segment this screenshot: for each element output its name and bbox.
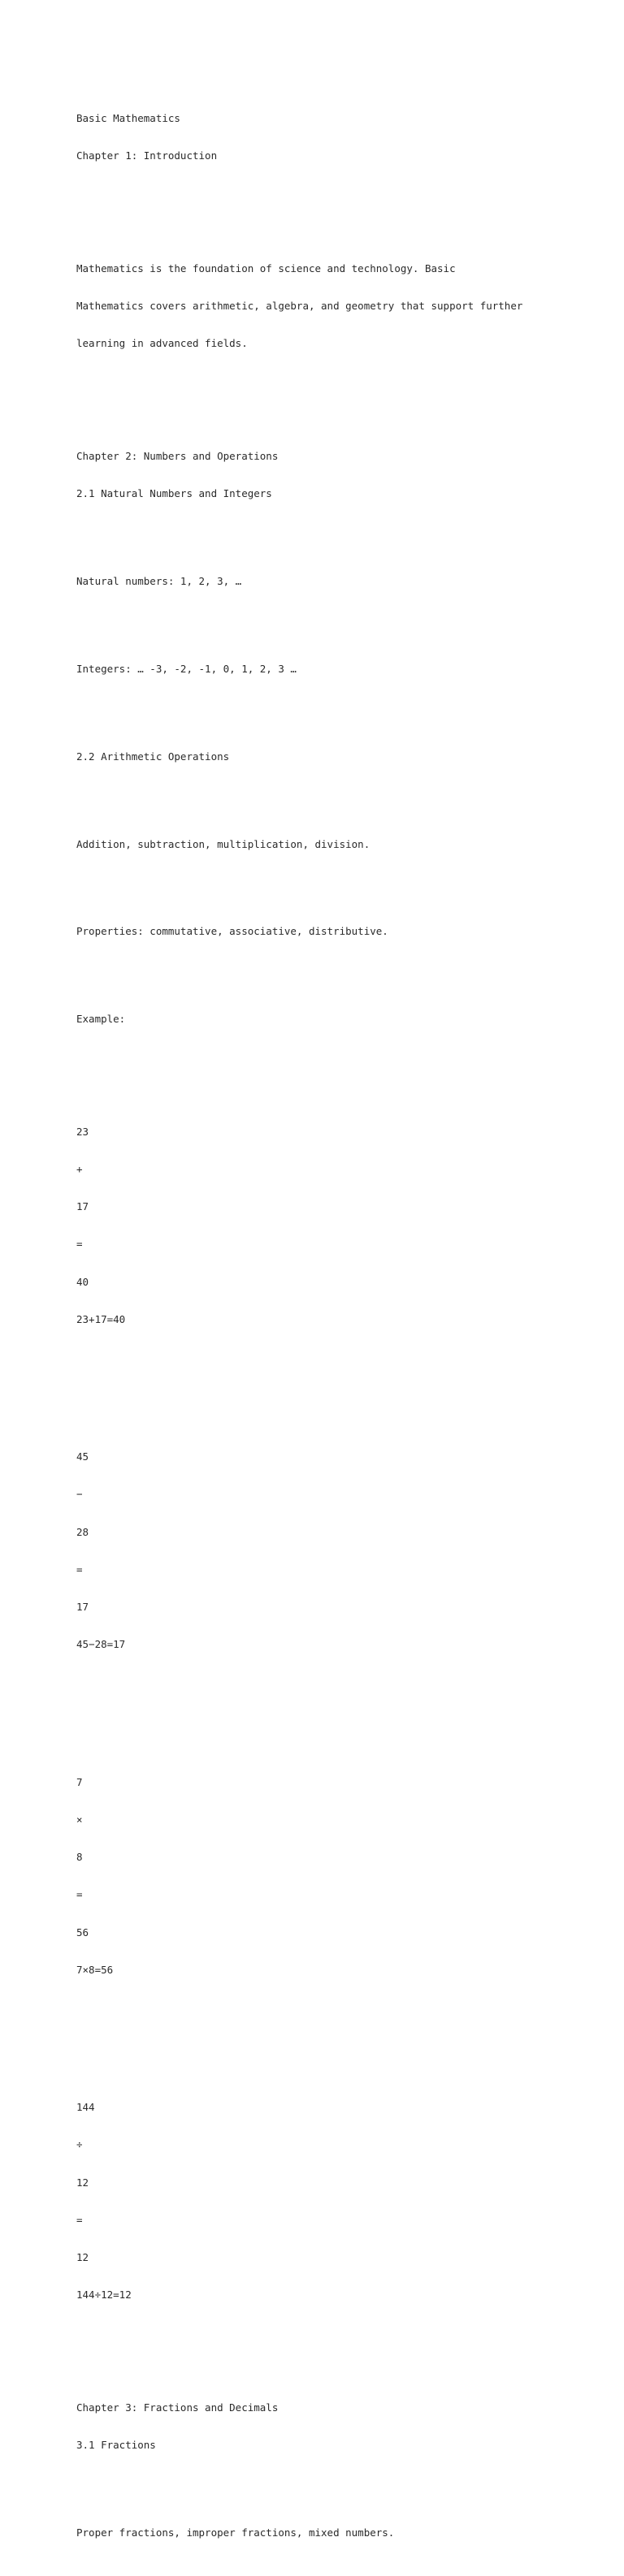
paragraph-line: Mathematics is the foundation of science and technology. Basic <box>76 262 456 275</box>
spacer <box>76 700 580 712</box>
section-2-1-heading: 2.1 Natural Numbers and Integers <box>76 487 272 500</box>
spacer <box>76 612 580 625</box>
operator: + <box>76 1162 83 1175</box>
operator: − <box>76 1488 83 1501</box>
paragraph-line: Mathematics covers arithmetic, algebra, and geometry that support further <box>76 300 523 313</box>
spacer <box>76 525 580 537</box>
document-body <box>76 75 580 2576</box>
natural-numbers-text: Natural numbers: 1, 2, 3, … <box>76 575 242 588</box>
inline-equation: 7×8=56 <box>76 1963 114 1976</box>
example-label: Example: <box>76 1013 126 1026</box>
operand-b: 17 <box>76 1200 89 1213</box>
section-2-2-heading: 2.2 Arithmetic Operations <box>76 750 230 763</box>
spacer <box>76 2026 580 2038</box>
paragraph-line: learning in advanced fields. <box>76 337 248 350</box>
operand-a: 23 <box>76 1125 89 1138</box>
operator: ÷ <box>76 2138 83 2151</box>
result: 56 <box>76 1926 89 1938</box>
spacer <box>76 1701 580 1713</box>
result: 40 <box>76 1275 89 1288</box>
inline-equation: 144÷12=12 <box>76 2289 132 2302</box>
operand-a: 45 <box>76 1450 89 1463</box>
spacer <box>76 2351 580 2363</box>
example-block <box>76 2076 580 2326</box>
chapter-2-heading: Chapter 2: Numbers and Operations <box>76 450 279 463</box>
spacer <box>76 1050 580 1062</box>
chapter-1-heading: Chapter 1: Introduction <box>76 149 218 162</box>
fraction-types-text: Proper fractions, improper fractions, mixed numbers. <box>76 2526 395 2539</box>
operand-b: 8 <box>76 1851 83 1864</box>
operand-b: 28 <box>76 1525 89 1538</box>
example-block <box>76 1425 580 1675</box>
operand-a: 144 <box>76 2101 95 2114</box>
chapter-3-heading: Chapter 3: Fractions and Decimals <box>76 2401 279 2414</box>
properties-text: Properties: commutative, associative, distributive. <box>76 925 388 938</box>
inline-equation: 45−28=17 <box>76 1638 126 1651</box>
spacer <box>76 400 580 412</box>
document-title: Basic Mathematics <box>76 112 180 125</box>
inline-equation: 23+17=40 <box>76 1312 126 1325</box>
spacer <box>76 875 580 888</box>
chapter-1-paragraph <box>76 237 580 374</box>
equals-sign: = <box>76 1888 83 1901</box>
example-block <box>76 1751 580 2001</box>
spacer <box>76 963 580 975</box>
integers-text: Integers: … -3, -2, -1, 0, 1, 2, 3 … <box>76 662 297 675</box>
operand-a: 7 <box>76 1775 83 1788</box>
result: 12 <box>76 2250 89 2263</box>
equals-sign: = <box>76 1562 83 1575</box>
spacer <box>76 788 580 800</box>
equals-sign: = <box>76 2213 83 2226</box>
example-block <box>76 1100 580 1351</box>
section-3-1-heading: 3.1 Fractions <box>76 2438 156 2451</box>
operand-b: 12 <box>76 2176 89 2189</box>
operator: × <box>76 1813 83 1826</box>
spacer <box>76 1376 580 1388</box>
result: 17 <box>76 1601 89 1614</box>
spacer <box>76 2476 580 2488</box>
equals-sign: = <box>76 1238 83 1251</box>
operations-text: Addition, subtraction, multiplication, division. <box>76 837 370 850</box>
spacer <box>76 188 580 200</box>
